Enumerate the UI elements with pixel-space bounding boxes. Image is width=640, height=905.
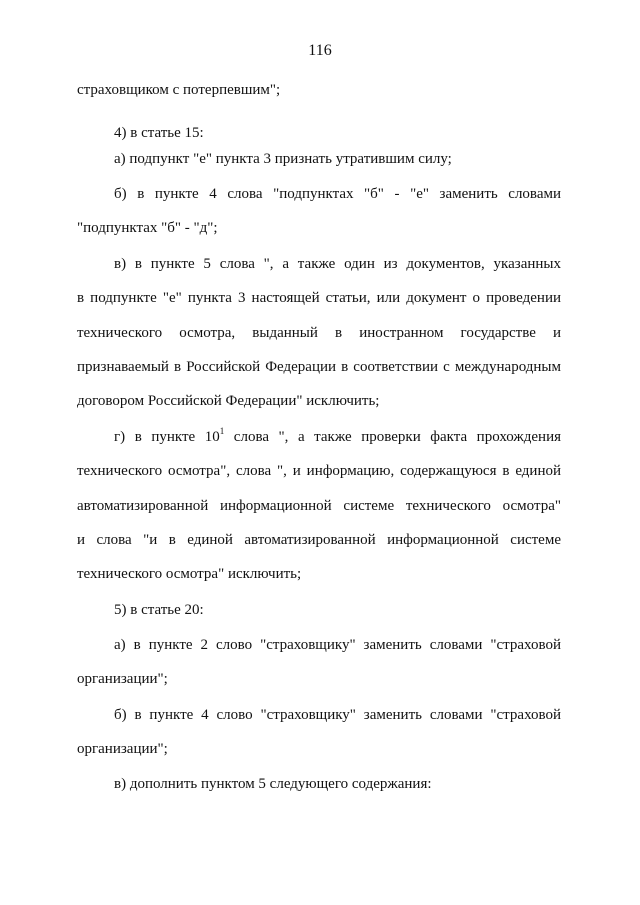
text-line (77, 420, 561, 454)
paragraph-subitem-g (77, 420, 561, 591)
text-line: технического осмотра", слова ", и информацию, содержащуюся в единой (77, 463, 561, 480)
text-line: 5) в статье 20: (114, 602, 204, 618)
paragraph-continuation (77, 73, 561, 107)
text-line: организации"; (77, 671, 168, 688)
text-line: в) дополнить пунктом 5 следующего содержания: (114, 776, 432, 792)
text-line: страховщиком с потерпевшим"; (77, 82, 281, 98)
text-line: "подпунктах "б" - "д"; (77, 220, 218, 237)
text-line: б) в пункте 4 слово "страховщику" заменить словами "страховой (114, 707, 561, 723)
paragraph-subitem-a (77, 142, 561, 176)
text-line: и слова "и в единой автоматизированной информационной системе (77, 531, 561, 548)
superscript: 1 (219, 426, 225, 436)
text-line: автоматизированной информационной системе технического осмотра" (77, 497, 561, 514)
paragraph-subitem-v2 (77, 767, 561, 801)
text-line: в) в пункте 5 слова ", а также один из документов, указанных (114, 256, 561, 272)
text-line: организации"; (77, 741, 168, 758)
text-line: технического осмотра, выданный в иностранном государстве и (77, 324, 561, 341)
text-line: а) в пункте 2 слово "страховщику" заменить словами "страховой (114, 637, 561, 653)
text-line: 4) в статье 15: (114, 125, 204, 141)
paragraph-subitem-v (77, 247, 561, 418)
page-number: 116 (308, 42, 332, 59)
text-fragment: слова ", а также проверки факта прохождения (224, 429, 561, 445)
paragraph-subitem-b2 (77, 698, 561, 767)
paragraph-item-5 (77, 593, 561, 627)
paragraph-subitem-a2 (77, 628, 561, 697)
text-line: б) в пункте 4 слова "подпунктах "б" - "е" заменить словами (114, 186, 561, 202)
text-line: договором Российской Федерации" исключить; (77, 393, 380, 410)
text-line: признаваемый в Российской Федерации в соответствии с международным (77, 358, 561, 375)
text-line: технического осмотра" исключить; (77, 566, 302, 583)
paragraph-subitem-b (77, 177, 561, 246)
text-fragment: г) в пункте 10 (114, 429, 220, 445)
text-line: а) подпункт "е" пункта 3 признать утратившим силу; (114, 151, 452, 167)
text-line: в подпункте "е" пункта 3 настоящей статьи, или документ о проведении (77, 290, 561, 307)
